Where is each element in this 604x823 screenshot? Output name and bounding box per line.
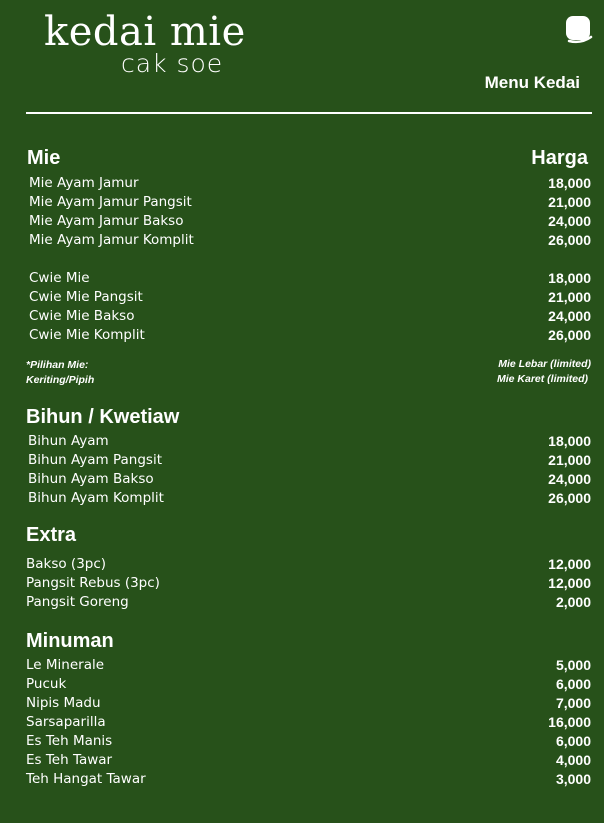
menu-item [0, 675, 604, 694]
item-name: Mie Ayam Jamur Komplit [29, 232, 194, 248]
item-price: 18,000 [548, 433, 591, 449]
menu-item [0, 751, 604, 770]
menu-item [0, 451, 604, 470]
chat-bubble-icon[interactable] [563, 13, 595, 45]
note-line: Mie Lebar (limited) [498, 358, 591, 370]
item-price: 26,000 [548, 327, 591, 343]
menu-item [0, 174, 604, 193]
menu-item [0, 432, 604, 451]
menu-item [0, 193, 604, 212]
item-name: Bakso (3pc) [26, 556, 107, 572]
brand-logo [44, 9, 246, 78]
header-divider [26, 112, 592, 114]
item-price: 21,000 [548, 452, 591, 468]
item-price: 26,000 [548, 232, 591, 248]
item-price: 4,000 [555, 752, 591, 768]
menu-item [0, 555, 604, 574]
brand-subtitle: cak soe [121, 49, 224, 78]
limited-noodles-note [497, 357, 591, 387]
menu-item [0, 307, 604, 326]
item-name: Mie Ayam Jamur Pangsit [29, 194, 192, 210]
item-name: Pucuk [26, 676, 67, 692]
item-price: 21,000 [548, 194, 591, 210]
menu-item [0, 593, 604, 612]
menu-item [0, 470, 604, 489]
item-price: 2,000 [555, 594, 591, 610]
item-name: Cwie Mie Komplit [29, 327, 145, 343]
section-heading-bihun: Bihun / Kwetiaw [26, 406, 180, 428]
note-line: Mie Karet (limited) [496, 373, 588, 385]
item-price: 24,000 [548, 471, 591, 487]
menu-item [0, 288, 604, 307]
section-heading-extra: Extra [26, 524, 77, 546]
item-name: Es Teh Manis [26, 733, 113, 749]
item-name: Bihun Ayam Komplit [28, 490, 164, 506]
item-name: Cwie Mie Pangsit [29, 289, 143, 305]
item-name: Mie Ayam Jamur [29, 175, 139, 191]
menu-item [0, 574, 604, 593]
item-name: Sarsaparilla [26, 714, 106, 730]
item-price: 12,000 [548, 575, 591, 591]
item-name: Cwie Mie Bakso [29, 308, 135, 324]
item-price: 18,000 [548, 175, 591, 191]
item-price: 24,000 [548, 213, 591, 229]
menu-item [0, 713, 604, 732]
menu-item [0, 489, 604, 508]
item-price: 6,000 [555, 676, 591, 692]
brand-name: kedai mie [44, 9, 246, 55]
item-price: 16,000 [548, 714, 591, 730]
item-name: Nipis Madu [26, 695, 101, 711]
menu-item [0, 770, 604, 789]
item-name: Bihun Ayam Pangsit [28, 452, 163, 468]
item-name: Es Teh Tawar [26, 752, 113, 768]
price-column-header: Harga [531, 147, 588, 169]
menu-item [0, 732, 604, 751]
menu-label: Menu Kedai [484, 73, 580, 92]
item-price: 12,000 [548, 556, 591, 572]
menu-item [0, 326, 604, 345]
item-price: 26,000 [548, 490, 591, 506]
note-line: *Pilihan Mie: [26, 359, 89, 371]
item-price: 21,000 [548, 289, 591, 305]
item-name: Bihun Ayam [28, 433, 109, 449]
menu-item [0, 269, 604, 288]
menu-item [0, 694, 604, 713]
section-heading-minuman: Minuman [26, 630, 114, 652]
item-name: Pangsit Goreng [26, 594, 129, 610]
item-price: 6,000 [555, 733, 591, 749]
section-heading-mie: Mie [27, 147, 61, 169]
item-price: 3,000 [555, 771, 591, 787]
menu-item [0, 231, 604, 250]
item-price: 7,000 [555, 695, 591, 711]
item-price: 18,000 [548, 270, 591, 286]
item-price: 24,000 [548, 308, 591, 324]
item-name: Cwie Mie [29, 270, 90, 286]
note-line: Keriting/Pipih [26, 374, 95, 386]
menu-item [0, 212, 604, 231]
item-name: Bihun Ayam Bakso [28, 471, 154, 487]
item-price: 5,000 [555, 657, 591, 673]
item-name: Pangsit Rebus (3pc) [26, 575, 160, 591]
item-name: Le Minerale [26, 657, 105, 673]
item-name: Teh Hangat Tawar [26, 771, 146, 787]
item-name: Mie Ayam Jamur Bakso [29, 213, 184, 229]
noodle-options-note [26, 358, 94, 388]
menu-item [0, 656, 604, 675]
